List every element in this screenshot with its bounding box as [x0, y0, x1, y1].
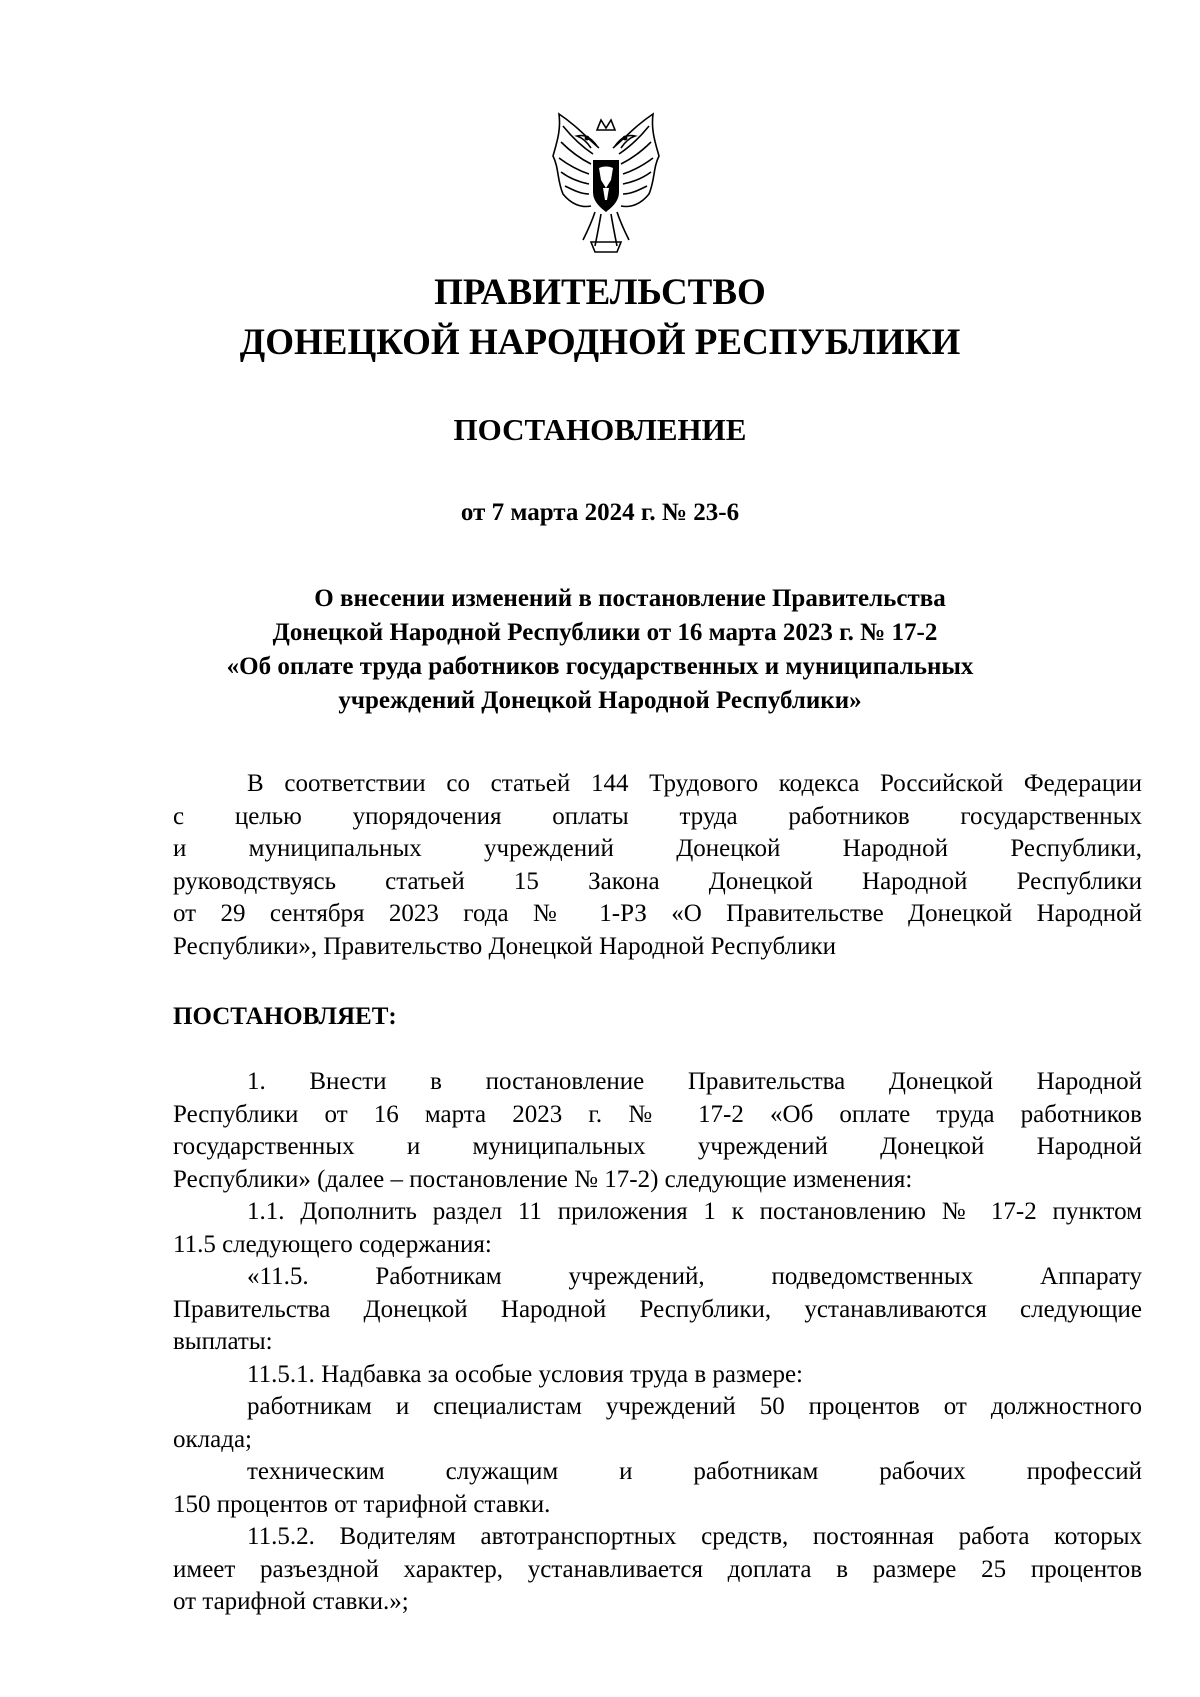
preamble-line: от 29 сентября 2023 года № 1-РЗ «О Правительстве Донецкой Народной — [173, 900, 1142, 927]
government-title — [0, 268, 1200, 368]
preamble-line: В соответствии со статьей 144 Трудового кодекса Российской Федерации — [247, 770, 1142, 797]
item-11-5-2-line: от тарифной ставки.»; — [173, 1588, 409, 1615]
government-title-line1: ПРАВИТЕЛЬСТВО — [434, 272, 766, 313]
preamble-line: руководствуясь статьей 15 Закона Донецкой Народной Республики — [173, 867, 1142, 895]
workers-line: работникам и специалистам учреждений 50 процентов от должностного — [247, 1393, 1142, 1420]
item-1-line: Республики» (далее – постановление № 17-2) следующие изменения: — [173, 1165, 913, 1193]
item-11-5-2-line: 11.5.2. Водителям автотранспортных средств, постоянная работа которых — [247, 1523, 1142, 1550]
preamble-line: с целью упорядочения оплаты труда работников государственных — [173, 802, 1142, 830]
item-1-line: государственных и муниципальных учреждений Донецкой Народной — [173, 1133, 1142, 1160]
technical-staff-line: 150 процентов от тарифной ставки. — [173, 1490, 551, 1518]
document-type: ПОСТАНОВЛЕНИЕ — [453, 412, 747, 447]
resolves-heading: ПОСТАНОВЛЯЕТ: — [173, 1003, 397, 1030]
technical-staff-line: техническим служащим и работникам рабочих профессий — [247, 1458, 1142, 1485]
item-11-5-2-line: имеет разъездной характер, устанавливается доплата в размере 25 процентов — [173, 1555, 1142, 1583]
preamble — [173, 768, 1142, 963]
preamble-line: Республики», Правительство Донецкой Народной Республики — [173, 932, 837, 960]
item-11-5-line: выплаты: — [173, 1328, 273, 1355]
preamble-line: и муниципальных учреждений Донецкой Народной Республики, — [173, 835, 1142, 862]
subject-line: О внесении изменений в постановление Правительства — [314, 585, 946, 612]
item-1-line: Республики от 16 марта 2023 г. № 17-2 «Об оплате труда работников — [173, 1100, 1142, 1128]
item-11-5-line: «11.5. Работникам учреждений, подведомственных Аппарату — [247, 1263, 1142, 1290]
coat-of-arms-emblem — [547, 108, 665, 256]
item-11-5-line: Правительства Донецкой Народной Республики, устанавливаются следующие — [173, 1295, 1142, 1323]
workers-line: оклада; — [173, 1425, 252, 1453]
item-1-line: 1. Внести в постановление Правительства Донецкой Народной — [247, 1068, 1142, 1095]
document-date-number: от 7 марта 2024 г. № 23-6 — [460, 499, 740, 526]
item-1-1-line: 11.5 следующего содержания: — [173, 1230, 492, 1258]
item-1-1-line: 1.1. Дополнить раздел 11 приложения 1 к постановлению № 17-2 пунктом — [247, 1198, 1142, 1225]
subject-line: «Об оплате труда работников государственных и муниципальных — [226, 653, 974, 680]
decree-body — [173, 1066, 1142, 1619]
subject-line: Донецкой Народной Республики от 16 марта 2023 г. № 17-2 — [272, 619, 938, 646]
item-11-5-1-line: 11.5.1. Надбавка за особые условия труда в размере: — [247, 1360, 804, 1388]
subject-line: учреждений Донецкой Народной Республики» — [338, 687, 862, 714]
government-title-line2: ДОНЕЦКОЙ НАРОДНОЙ РЕСПУБЛИКИ — [239, 322, 961, 363]
document-subject — [0, 582, 1200, 718]
